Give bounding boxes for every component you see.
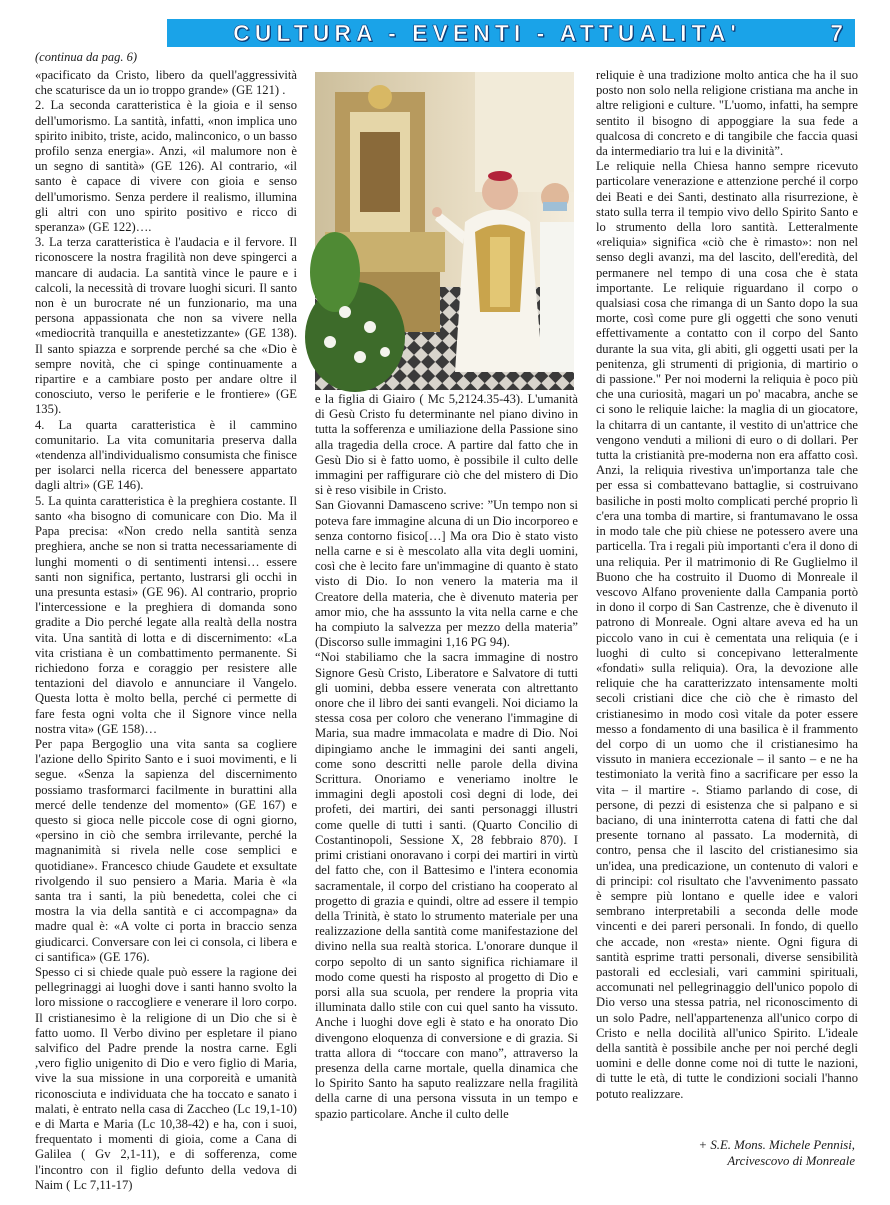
section-title: CULTURA - EVENTI - ATTUALITA' xyxy=(233,20,741,46)
signature-name: + S.E. Mons. Michele Pennisi, xyxy=(698,1138,855,1152)
paragraph: “Noi stabiliamo che la sacra immagine di nostro Signore Gesù Cristo, Liberatore e Salvatore di tutti gli uomini, debba essere venerata con altrettanto onore che il libro dei santi evangeli. Noi diciamo la stessa cosa per coloro che venerano l'immagine di Maria, sua madre immacolata e madre di Dio. Noi dipingiamo anche le immagini dei santi angeli, come sono descritti nelle parole della divina Scrittura. Onoriamo e veneriamo inoltre le immagini degli apostoli così degni di lode, dei profeti, dei martiri, dei santi personaggi illustri come quelle di tutti i santi. (Quarto Concilio di Costantinopoli, Sessione X, 28 febbraio 870). I primi cristiani onoravano i corpi dei martiri in virtù del fatto che, con il Battesimo e l'intera economia sacramentale, il corpo del cristiano ha cooperato al progetto di grazia e quindi, oltre ad essere il tempio della Trinità, è stato lo strumento materiale per una realizzazione della santità come manifestazione del divino nella sua realtà storica. L'onorare dunque il corpo sepolto di un santo significa richiamare il modo come questi ha risposto al progetto di Dio e porsi alla sua scuola, per rendere la propria vita illuminata dallo stile con cui quel santo ha vissuto. Anche i luoghi dove egli è stato e ha onorato Dio divengono eloquenza di conversione e di grazia. Si tratta allora di “toccare con mano”, attraverso la presenza della carne mortale, quella dinamica che lo Spirito Santo ha saputo realizzare nella fragilità della carne di una persona vissuta in un tempo e spazio particolare. Anche il culto delle xyxy=(315,650,578,1121)
column-3 xyxy=(596,68,858,1156)
article-photo xyxy=(315,72,574,390)
paragraph: 3. La terza caratteristica è l'audacia e il fervore. Il riconoscere la nostra fragilità non deve spingerci a mancare di audacia. La santità vince le paure e i calcoli, la necessità di trovare luoghi sicuri. Il santo non è un burocrate né un funzionario, ma una persona appassionata che non sa vivere nella «mediocrità tranquilla e anestetizzante» (GE 138). Il santo spiazza e sorprende perché sa che «Dio è sempre novità, che ci spinge continuamente a ripartire e a cambiare posto per andare oltre il conosciuto, verso le periferie e le frontiere» (GE 135). xyxy=(35,235,297,417)
paragraph: Per papa Bergoglio una vita santa sa cogliere l'azione dello Spirito Santo e i suoi movimenti, e li segue. «Senza la sapienza del discernimento possiamo trasformarci facilmente in burattini alla mercé delle tendenze del momento» (GE 167) e questo si gioca nelle piccole cose di ogni giorno, «persino in ciò che sembra irrilevante, perché la magnanimità si rivela nelle cose semplici e quotidiane». Francesco chiude Gaudete et exsultate rivolgendo il suo pensiero a Maria. Maria è «la santa tra i santi, la più benedetta, colei che ci mostra la via della santità e ci accompagna» da madre qual è: «A volte ci porta in braccio senza giudicarci. Conversare con lei ci consola, ci libera e ci santifica» (GE 176). xyxy=(35,736,297,964)
signature-title: Arcivescovo di Monreale xyxy=(727,1154,855,1168)
paragraph: reliquie è una tradizione molto antica che ha il suo posto non solo nella religione cristiana ma anche in altre religioni e culture. "L'uomo, infatti, ha sempre sentito il bisogno di appoggiare la sua fede a qualcosa di concreto e di tangibile che faccia quasi da intermediario tra lui e la divinità”. xyxy=(596,68,858,159)
paragraph: «pacificato da Cristo, libero da quell'aggressività che scaturisce da un io troppo grande» (GE 121) . xyxy=(35,68,297,98)
column-1 xyxy=(35,68,297,1192)
paragraph: 5. La quinta caratteristica è la preghiera costante. Il santo «ha bisogno di comunicare con Dio. Ma il Papa precisa: «Non credo nella santità senza preghiera, anche se non si tratta necessariamente di lunghi momenti o di sentimenti intensi… essere santi non significa, pertanto, lustrarsi gli occhi in una presunta estasi» (GE 96). Al contrario, proprio l'intercessione e la preghiera di domanda sono gradite a Dio perché legate alla realtà della nostra vita. Una santità di lotta e di discernimento: «La vita cristiana è un combattimento permanente. Si richiedono forza e coraggio per resistere alle tentazioni del diavolo e annunciare il Vangelo. Questa lotta è molto bella, perché ci permette di fare festa ogni volta che il Signore vince nella nostra vita» (GE 158)… xyxy=(35,493,297,736)
paragraph: Le reliquie nella Chiesa hanno sempre ricevuto particolare venerazione e attenzione perché il corpo dei Beati e dei Santi, destinato alla risurrezione, è stato sulla terra il tempio vivo dello Spirito Santo e lo strumento della loro santità. Letteralmente «reliquia» significa «ciò che è rimasto»: non nel senso degli avanzi, ma del lascito, dell'eredità, del permanere nel tempo di una cosa che è stata importante. Le reliquie riguardano il corpo o qualsiasi cosa che rimanga di un Santo dopo la sua morte, così come pure gli oggetti che sono venuti effettivamente a contatto con il corpo del Santo durante la sua vita, gli abiti, gli oggetti usati per la penitenza, gli strumenti di prigionia, di martirio o di passione." Per noi moderni la reliquia è poco più che una curiosità, magari un po' macabra, anche se ci sono le reliquie laiche: la maglia di un giocatore, la chitarra di un cantante, il vestito di un'attrice che vengono venduti a milioni di euro o di dollari. Per tutta la cristianità pre-moderna non era affatto così. Anzi, la reliquia rivestiva un'importanza tale che per essa si combattevano battaglie, si costruivano basiliche in posti molto complicati perché proprio lì c'era una tomba di martire, si frantumavano le ossa in modo tale che più chiese ne potessero avere una particella. Tra i regali più importanti c'era il dono di una reliquia. Per il matrimonio di Re Guglielmo il Buono che ha costruito il Duomo di Monreale il vescovo Alfano proveniente dalla Campania portò in dono il corpo di San Castrenze, che è divenuto il patrono di Monreale. Ogni altare aveva ed ha un piccolo vano in cui è cementata una reliquia (e i luoghi di culto si concepivano letteralmente «fondati» sulla reliquia). Ora, la devozione alle reliquie che ha caratterizzato intensamente molti secoli cristiani dice che ciò che è rimasto del cristianesimo in modo così vitale da poter essere messo a fondamento di una basilica è il frammento del corpo di un uomo che il cristianesimo ha vissuto in maniera eccezionale – il santo – e ne ha testimoniato la verità fino a sacrificare per esso la vita – il martire -. Stiamo parlando di cose, di persone, di pezzi di esistenza che si palpano e si baciano, di una ininterrotta catena di fatti che dal presente tornano al passato. La modernità, di contro, pensa che il lascito del cristianesimo sia un'idea, una predicazione, un contenuto di valori e di principi: col risultato che l'avvenimento passato è sempre più lontano e quelle idee e valori sembrano interpretabili a seconda delle mode vincenti e dei pareri personali. In fondo, di quello che accade, non «resta» niente. Ogni figura di santità esprime tratti personali, diverse sensibilità pastorali ed ecclesiali, vari cammini spirituali, accomunati nel pellegrinaggio dell'unico popolo di Dio verso una stessa patria, nel riconoscimento di un solo Padre, nell'appartenenza all'unico corpo di Cristo e nella docilità all'unico Spirito. L'ideale della santità è possibile anche per noi perché degli uomini e delle donne come noi di tutte le nazioni, di tutte le età, di tutte le condizioni sociali l'hanno potuto realizzare. xyxy=(596,159,858,1101)
paragraph: 2. La seconda caratteristica è la gioia e il senso dell'umorismo. La santità, infatti, «non implica uno spirito inibito, triste, acido, malinconico, o un basso profilo senza energia». Anzi, «il malumore non è un segno di santità» (GE 126). Al contrario, «il santo è capace di vivere con gioia e senso dell'umorismo. Senza perdere il realismo, illumina gli altri con uno spirito positivo e ricco di speranza» (GE 122)…. xyxy=(35,98,297,235)
photo-bishop-altar-icon xyxy=(315,72,574,390)
paragraph: Spesso ci si chiede quale può essere la ragione dei pellegrinaggi ai luoghi dove i santi hanno svolto la loro missione o raccogliere e venerare il loro corpo. Il cristianesimo è la religione di un Dio che si è fatto uomo. Il Verbo divino per espletare il piano salvifico del Padre prende la nostra carne. Egli ,vero figlio unigenito di Dio e vero figlio di Maria, vive la sua missione in una corporeità e umanità riconosciuta e individuata che ha toccato e sanato i malati, è entrato nella casa di Zaccheo (Lc 19,1-10) e di Marta e Maria (Lc 10,38-42) e ha, con i suoi, frequentato i momenti di gioia, come a Cana di Galilea ( Gv 2,1-11), e di sofferenza, come l'incontro con il figlio defunto della vedova di Naim ( Lc 7,11-17) xyxy=(35,964,297,1192)
signature xyxy=(699,1137,855,1169)
column-2 xyxy=(315,392,578,1174)
page-number: 7 xyxy=(830,20,843,46)
paragraph: e la figlia di Giairo ( Mc 5,2124.35-43). L'umanità di Gesù Cristo fu determinante nel piano divino in tutta la sofferenza e umiliazione della Passione sino alla tragedia della croce. A partire dal fatto che in Gesù Dio si è fatto uomo, è possibile il culto delle immagini per raffigurare ciò che del mistero di Dio si è reso visibile in Cristo. xyxy=(315,392,578,498)
continuation-note: (continua da pag. 6) xyxy=(35,50,138,64)
paragraph: 4. La quarta caratteristica è il cammino comunitario. La vita comunitaria preserva dalla «tendenza all'individualismo consumista che finisce per isolarci nella ricerca del benessere appartato dagli altri» (GE 146). xyxy=(35,417,297,493)
section-banner xyxy=(167,19,855,47)
paragraph: San Giovanni Damasceno scrive: ”Un tempo non si poteva fare immagine alcuna di un Dio incorporeo e senza contorno fisico[…] Ma ora Dio è stato visto nella carne e si è mescolato alla vita degli uomini, così che è lecito fare un'immagine di quanto è stato visto di Dio. Io non venero la materia ma il Creatore della materia, che è divenuto materia per amor mio, che ha asssunto la vita nella carne e che ha compiuto la salvezza per mezzo della materia” (Discorso sulle immagini 1,16 PG 94). xyxy=(315,498,578,650)
